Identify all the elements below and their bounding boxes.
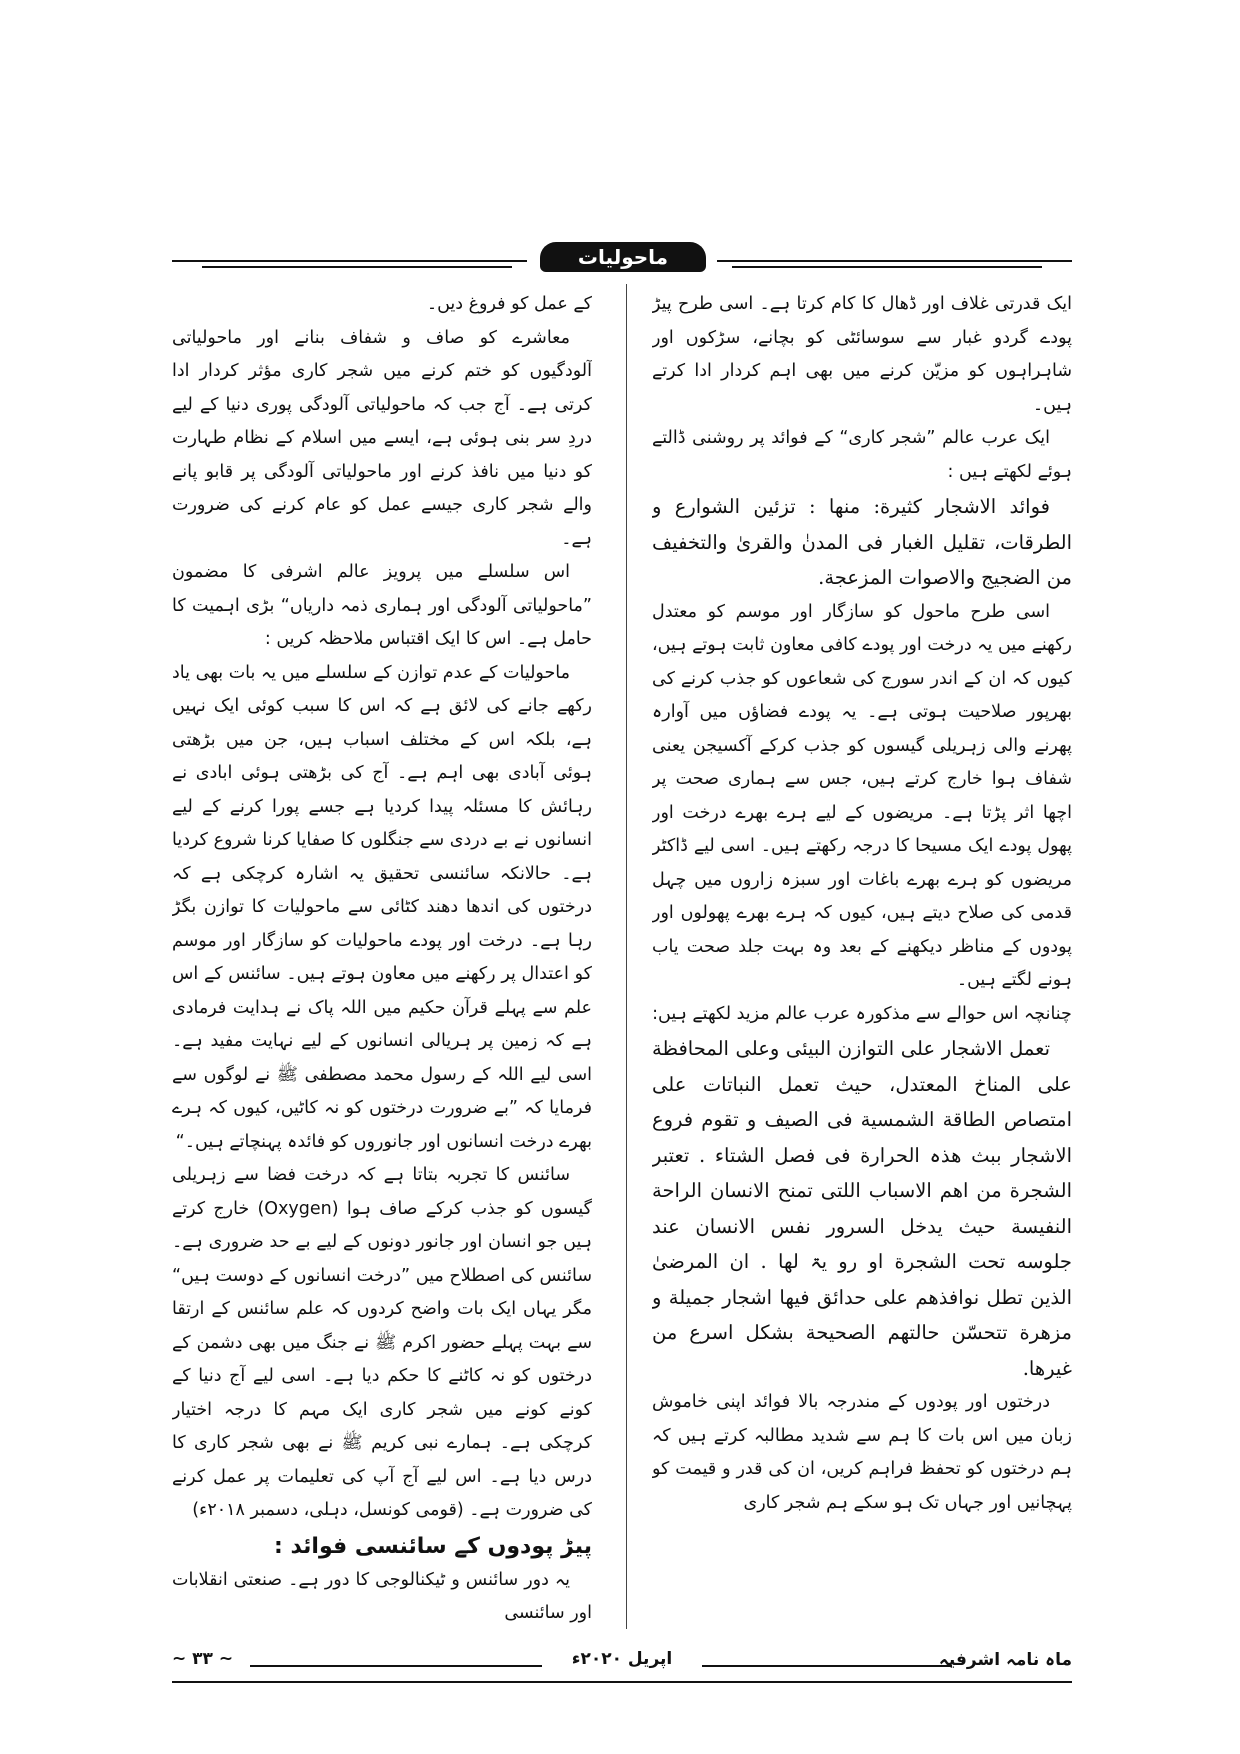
footer-rule: [702, 1665, 952, 1667]
right-column: [652, 288, 1072, 1633]
paragraph: معاشرے کو صاف و شفاف بنانے اور ماحولیاتی آلودگیوں کو ختم کرنے میں شجر کاری مؤثر کردار ادا کرتی ہے۔ آج جب کہ ماحولیاتی آلودگی پوری دنیا کے لیے دردِ سر بنی ہوئی ہے، ایسے میں اسلام کے نظام طہارت کو دنیا میں نافذ کرنے اور ماحولیاتی آلودگی پر قابو پانے والے شجر کاری جیسے عمل کو عام کرنے کی ضرورت ہے۔: [172, 327, 592, 549]
section-header: [172, 240, 1072, 276]
paragraph: تعمل الاشجار علی التوازن البیئی وعلی المحافظة علی المناخ المعتدل، حیث تعمل النباتات علی امتصاص الطاقة الشمسیة فی الصیف و تقوم فروع الاشجار ببث ھذہ الحرارة فی فصل الشتاء . تعتبر الشجرة من اھم الاسباب اللتی تمنح الانسان الراحة النفیسة حیث یدخل السرور نفس الانسان عند جلوسه تحت الشجرة او رو یۃ لھا . ان المرضیٰ الذین تطل نوافذھم علی حدائق فیھا اشجار جمیلة و مزھرة تتحسّن حالتھم الصحیحة بشکل اسرع من غیرھا.: [652, 1037, 1072, 1380]
page-footer: [172, 1645, 1072, 1685]
page-number: ~ ۳۳ ~: [172, 1649, 234, 1669]
sub-heading: پیڑ پودوں کے سائنسی فوائد :: [274, 1533, 592, 1559]
paragraph: کے عمل کو فروغ دیں۔: [426, 294, 592, 314]
footer-rule: [250, 1665, 542, 1667]
magazine-name: ماہ نامہ اشرفیہ: [938, 1650, 1072, 1670]
paragraph: اس سلسلے میں پرویز عالم اشرفی کا مضمون ”ماحولیاتی آلودگی اور ہماری ذمہ داریاں“ بڑی اہمیت کا حامل ہے۔ اس کا ایک اقتباس ملاحظہ کریں :: [172, 562, 592, 649]
paragraph: ماحولیات کے عدم توازن کے سلسلے میں یہ بات بھی یاد رکھے جانے کی لائق ہے کہ اس کا سبب کوئی ایک نہیں ہے، بلکہ اس کے مختلف اسباب ہیں، جن میں بڑھتی ہوئی آبادی بھی اہم ہے۔ آج کی بڑھتی ہوئی ابادی نے رہائش کا مسئلہ پیدا کردیا ہے جسے پورا کرنے کے لیے انسانوں نے بے دردی سے جنگلوں کا صفایا کرنا شروع کردیا ہے۔ حالانکہ سائنسی تحقیق یہ اشارہ کرچکی ہے کہ درختوں کی اندھا دھند کٹائی سے ماحولیات کا توازن بگڑ رہا ہے۔ درخت اور پودے ماحولیات کو سازگار اور موسم کو اعتدال پر رکھنے میں معاون ہوتے ہیں۔ سائنس کے اس علم سے پہلے قرآن حکیم میں اللہ پاک نے ہدایت فرمادی ہے کہ زمین پر ہریالی انسانوں کے لیے نہایت مفید ہے۔ اسی لیے اللہ کے رسول محمد مصطفی ﷺ نے لوگوں سے فرمایا کہ ”بے ضرورت درختوں کو نہ کاٹیں، کیوں کہ ہرے بھرے درخت انسانوں اور جانوروں کو فائدہ پہنچاتے ہیں۔“: [172, 662, 592, 1152]
column-divider: [626, 284, 627, 1629]
paragraph: ایک عرب عالم ”شجر کاری“ کے فوائد پر روشنی ڈالتے ہوئے لکھتے ہیں :: [652, 428, 1072, 482]
paragraph: اسی طرح ماحول کو سازگار اور موسم کو معتدل رکھنے میں یہ درخت اور پودے کافی معاون ثابت ہوتے ہیں، کیوں کہ ان کے اندر سورج کی شعاعوں کو جذب کرنے کی بھرپور صلاحیت ہوتی ہے۔ یہ پودے فضاؤں میں آوارہ پھرنے والی زہریلی گیسوں کو جذب کرکے آکسیجن یعنی شفاف ہوا خارج کرتے ہیں، جس سے ہماری صحت پر اچھا اثر پڑتا ہے۔ مریضوں کے لیے ہرے بھرے درخت اور پھول پودے ایک مسیحا کا درجہ رکھتے ہیں۔ اسی لیے ڈاکٹر مریضوں کو ہرے بھرے باغات اور سبزہ زاروں میں چہل قدمی کی صلاح دیتے ہیں، کیوں کہ ہرے بھرے پھولوں اور پودوں کے مناظر دیکھنے کے بعد وہ بہت جلد صحت یاب ہونے لگتے ہیں۔: [652, 601, 1072, 990]
header-rule: [732, 266, 1042, 268]
section-title: ماحولیات: [540, 242, 706, 272]
header-rule: [717, 260, 1072, 262]
footer-rule: [172, 1681, 1072, 1683]
header-rule: [172, 260, 527, 262]
paragraph: یہ دور سائنس و ٹیکنالوجی کا دور ہے۔ صنعتی انقلابات اور سائنسی: [172, 1569, 592, 1623]
header-rule: [202, 266, 512, 268]
paragraph: ایک قدرتی غلاف اور ڈھال کا کام کرتا ہے۔ اسی طرح پیڑ پودے گردو غبار سے سوسائٹی کو بچانے، سڑکوں اور شاہراہوں کو مزیّن کرنے میں بھی اہم کردار ادا کرتے ہیں۔: [652, 294, 1072, 415]
left-column: [172, 288, 592, 1633]
paragraph: سائنس کا تجربہ بتاتا ہے کہ درخت فضا سے زہریلی گیسوں کو جذب کرکے صاف ہوا (Oxygen) خارج کرتے ہیں جو انسان اور جانور دونوں کے لیے بے حد ضروری ہے۔ سائنس کی اصطلاح میں ”درخت انسانوں کے دوست ہیں“ مگر یہاں ایک بات واضح کردوں کہ علم سائنس کے ارتقا سے بہت پہلے حضور اکرم ﷺ نے جنگ میں بھی دشمن کے درختوں کو نہ کاٹنے کا حکم دیا ہے۔ اسی لیے آج دنیا کے کونے کونے میں شجر کاری ایک مہم کا درجہ اختیار کرچکی ہے۔ ہمارے نبی کریم ﷺ نے بھی شجر کاری کا درس دیا ہے۔ اس لیے آج آپ کی تعلیمات پر عمل کرنے کی ضرورت ہے۔ (قومی کونسل، دہلی، دسمبر ۲۰۱۸ء): [172, 1165, 592, 1520]
issue-date: اپریل ۲۰۲۰ء: [571, 1649, 673, 1669]
paragraph: فوائد الاشجار کثیرة: منها : تزئین الشوارع و الطرقات، تقلیل الغبار فی المدنٰ والقریٰ والتخفیف من الضجیج والاصوات المزعجة.: [652, 495, 1072, 589]
paragraph: چنانچہ اس حوالے سے مذکورہ عرب عالم مزید لکھتے ہیں:: [652, 1003, 1072, 1024]
paragraph: درختوں اور پودوں کے مندرجہ بالا فوائد اپنی خاموش زبان میں اس بات کا ہم سے شدید مطالبہ کرتے ہیں کہ ہم درختوں کو تحفظ فراہم کریں، ان کی قدر و قیمت کو پہچانیں اور جہاں تک ہو سکے ہم شجر کاری: [652, 1392, 1072, 1513]
